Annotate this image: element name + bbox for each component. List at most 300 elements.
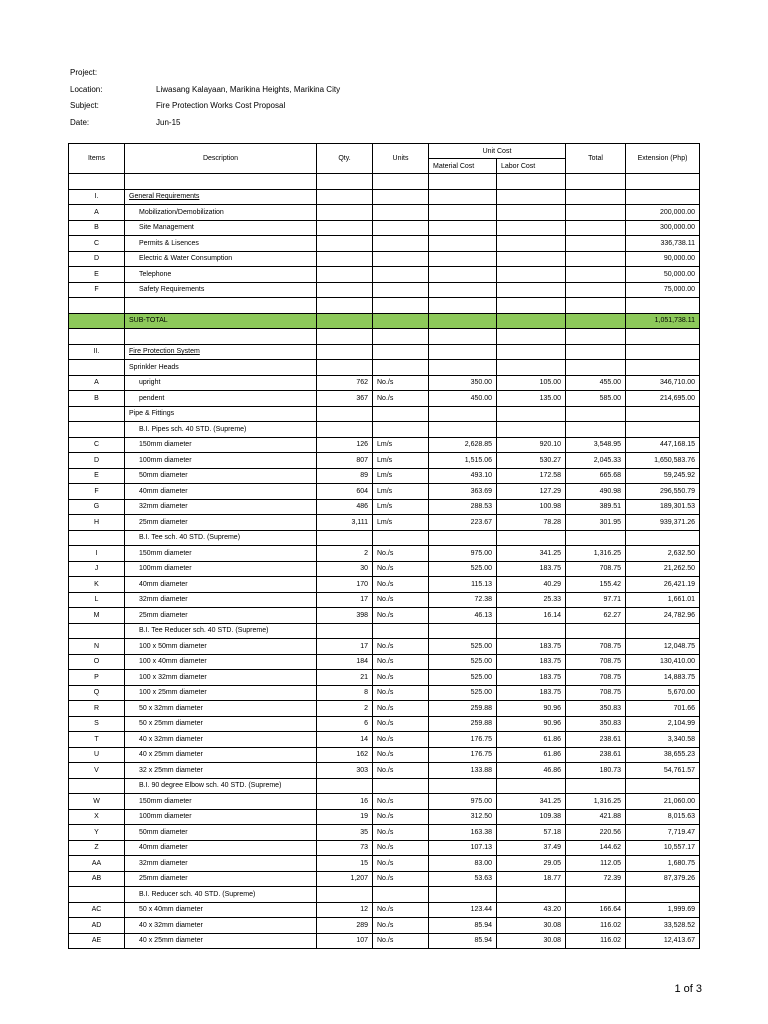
description-cell: 100 x 40mm diameter: [125, 654, 317, 670]
extension-cell: 346,710.00: [626, 375, 700, 391]
header-label: Date:: [70, 117, 90, 127]
units-cell: No./s: [373, 391, 429, 407]
item-cell: F: [69, 484, 125, 500]
description-cell: 25mm diameter: [125, 608, 317, 624]
description-cell: 50 x 25mm diameter: [125, 716, 317, 732]
labor-cost-cell: 183.75: [497, 561, 566, 577]
section-row: [69, 189, 700, 205]
item-cell: N: [69, 639, 125, 655]
table-row: [69, 267, 700, 283]
labor-cost-cell: 100.98: [497, 499, 566, 515]
description-cell: 100mm diameter: [125, 809, 317, 825]
extension-cell: 130,410.00: [626, 654, 700, 670]
item-cell: G: [69, 499, 125, 515]
material-cost-cell: [429, 329, 497, 345]
units-cell: No./s: [373, 561, 429, 577]
total-cell: 490.98: [566, 484, 626, 500]
units-cell: No./s: [373, 794, 429, 810]
qty-cell: [317, 530, 373, 546]
table-row: [69, 298, 700, 314]
item-cell: [69, 422, 125, 438]
units-cell: Lm/s: [373, 468, 429, 484]
total-cell: 97.71: [566, 592, 626, 608]
labor-cost-cell: 183.75: [497, 654, 566, 670]
table-row: [69, 282, 700, 298]
table-row: [69, 716, 700, 732]
extension-cell: 21,060.00: [626, 794, 700, 810]
table-row: [69, 732, 700, 748]
extension-cell: 336,738.11: [626, 236, 700, 252]
item-cell: J: [69, 561, 125, 577]
col-header-units: Units: [373, 144, 429, 174]
item-cell: AB: [69, 871, 125, 887]
units-cell: No./s: [373, 871, 429, 887]
units-cell: Lm/s: [373, 515, 429, 531]
description-cell: 25mm diameter: [125, 871, 317, 887]
material-cost-cell: 46.13: [429, 608, 497, 624]
description-cell: 150mm diameter: [125, 546, 317, 562]
section-row: [69, 344, 700, 360]
total-cell: [566, 267, 626, 283]
total-cell: 155.42: [566, 577, 626, 593]
description-cell: 40 x 32mm diameter: [125, 918, 317, 934]
description-cell: 150mm diameter: [125, 794, 317, 810]
qty-cell: 89: [317, 468, 373, 484]
labor-cost-cell: 30.08: [497, 933, 566, 949]
description-cell: 32 x 25mm diameter: [125, 763, 317, 779]
qty-cell: [317, 329, 373, 345]
units-cell: No./s: [373, 825, 429, 841]
material-cost-cell: [429, 623, 497, 639]
description-cell: Electric & Water Consumption: [125, 251, 317, 267]
material-cost-cell: 72.38: [429, 592, 497, 608]
qty-cell: 6: [317, 716, 373, 732]
labor-cost-cell: [497, 205, 566, 221]
header-value: Liwasang Kalayaan, Marikina Heights, Marikina City: [156, 84, 341, 94]
qty-cell: 21: [317, 670, 373, 686]
extension-cell: 26,421.19: [626, 577, 700, 593]
total-cell: 708.75: [566, 670, 626, 686]
qty-cell: [317, 313, 373, 329]
qty-cell: [317, 236, 373, 252]
extension-cell: 12,048.75: [626, 639, 700, 655]
table-row: [69, 887, 700, 903]
item-cell: X: [69, 809, 125, 825]
labor-cost-cell: [497, 422, 566, 438]
description-cell: 40 x 25mm diameter: [125, 747, 317, 763]
extension-cell: 10,557.17: [626, 840, 700, 856]
total-cell: [566, 530, 626, 546]
units-cell: No./s: [373, 716, 429, 732]
description-cell: B.I. Tee Reducer sch. 40 STD. (Supreme): [125, 623, 317, 639]
qty-cell: 762: [317, 375, 373, 391]
qty-cell: [317, 205, 373, 221]
item-cell: [69, 887, 125, 903]
item-cell: Q: [69, 685, 125, 701]
extension-cell: 214,695.00: [626, 391, 700, 407]
labor-cost-cell: 25.33: [497, 592, 566, 608]
units-cell: No./s: [373, 732, 429, 748]
labor-cost-cell: 341.25: [497, 546, 566, 562]
total-cell: [566, 887, 626, 903]
table-row: [69, 794, 700, 810]
item-cell: B: [69, 391, 125, 407]
cost-table: [68, 143, 700, 949]
labor-cost-cell: [497, 220, 566, 236]
material-cost-cell: [429, 360, 497, 376]
material-cost-cell: [429, 530, 497, 546]
extension-cell: [626, 887, 700, 903]
qty-cell: [317, 422, 373, 438]
total-cell: 112.05: [566, 856, 626, 872]
table-row: [69, 778, 700, 794]
material-cost-cell: 85.94: [429, 918, 497, 934]
table-row: [69, 933, 700, 949]
units-cell: No./s: [373, 592, 429, 608]
material-cost-cell: 176.75: [429, 747, 497, 763]
labor-cost-cell: [497, 313, 566, 329]
qty-cell: [317, 623, 373, 639]
header-row: [70, 85, 340, 102]
units-cell: [373, 344, 429, 360]
labor-cost-cell: 18.77: [497, 871, 566, 887]
material-cost-cell: 85.94: [429, 933, 497, 949]
total-cell: [566, 623, 626, 639]
header-row: [70, 118, 340, 135]
description-cell: 100 x 32mm diameter: [125, 670, 317, 686]
total-cell: [566, 406, 626, 422]
description-cell: 50mm diameter: [125, 825, 317, 841]
item-cell: AA: [69, 856, 125, 872]
qty-cell: 184: [317, 654, 373, 670]
qty-cell: 107: [317, 933, 373, 949]
item-cell: Z: [69, 840, 125, 856]
description-cell: Site Management: [125, 220, 317, 236]
units-cell: No./s: [373, 701, 429, 717]
labor-cost-cell: 78.28: [497, 515, 566, 531]
table-row: [69, 871, 700, 887]
material-cost-cell: 107.13: [429, 840, 497, 856]
description-cell: 25mm diameter: [125, 515, 317, 531]
labor-cost-cell: [497, 623, 566, 639]
table-row: [69, 902, 700, 918]
labor-cost-cell: 183.75: [497, 685, 566, 701]
qty-cell: [317, 298, 373, 314]
labor-cost-cell: [497, 360, 566, 376]
qty-cell: 19: [317, 809, 373, 825]
table-row: [69, 437, 700, 453]
labor-cost-cell: 530.27: [497, 453, 566, 469]
item-cell: II.: [69, 344, 125, 360]
total-cell: 62.27: [566, 608, 626, 624]
total-cell: 665.68: [566, 468, 626, 484]
units-cell: No./s: [373, 608, 429, 624]
table-row: [69, 251, 700, 267]
col-header-extension: Extension (Php): [626, 144, 700, 174]
table-row: [69, 205, 700, 221]
qty-cell: 17: [317, 592, 373, 608]
extension-cell: [626, 329, 700, 345]
extension-cell: 2,104.99: [626, 716, 700, 732]
extension-cell: 1,999.69: [626, 902, 700, 918]
item-cell: AD: [69, 918, 125, 934]
total-cell: 180.73: [566, 763, 626, 779]
units-cell: No./s: [373, 685, 429, 701]
total-cell: 1,316.25: [566, 546, 626, 562]
qty-cell: [317, 282, 373, 298]
item-cell: [69, 360, 125, 376]
item-cell: H: [69, 515, 125, 531]
table-row: [69, 391, 700, 407]
description-cell: Safety Requirements: [125, 282, 317, 298]
material-cost-cell: [429, 267, 497, 283]
item-cell: AC: [69, 902, 125, 918]
labor-cost-cell: 57.18: [497, 825, 566, 841]
item-cell: W: [69, 794, 125, 810]
extension-cell: [626, 174, 700, 190]
description-cell: pendent: [125, 391, 317, 407]
labor-cost-cell: 90.96: [497, 701, 566, 717]
qty-cell: 604: [317, 484, 373, 500]
labor-cost-cell: [497, 344, 566, 360]
units-cell: [373, 778, 429, 794]
units-cell: [373, 360, 429, 376]
total-cell: 220.56: [566, 825, 626, 841]
material-cost-cell: 83.00: [429, 856, 497, 872]
labor-cost-cell: 127.29: [497, 484, 566, 500]
item-cell: F: [69, 282, 125, 298]
qty-cell: [317, 360, 373, 376]
units-cell: [373, 406, 429, 422]
description-cell: 100mm diameter: [125, 453, 317, 469]
labor-cost-cell: [497, 406, 566, 422]
material-cost-cell: 363.69: [429, 484, 497, 500]
table-row: [69, 577, 700, 593]
labor-cost-cell: [497, 189, 566, 205]
units-cell: [373, 530, 429, 546]
total-cell: 708.75: [566, 639, 626, 655]
table-row: [69, 375, 700, 391]
labor-cost-cell: [497, 267, 566, 283]
extension-cell: 701.66: [626, 701, 700, 717]
qty-cell: [317, 344, 373, 360]
material-cost-cell: 288.53: [429, 499, 497, 515]
table-body: [69, 174, 700, 949]
units-cell: Lm/s: [373, 437, 429, 453]
material-cost-cell: 133.88: [429, 763, 497, 779]
units-cell: [373, 236, 429, 252]
extension-cell: [626, 623, 700, 639]
labor-cost-cell: [497, 887, 566, 903]
extension-cell: 33,528.52: [626, 918, 700, 934]
material-cost-cell: [429, 422, 497, 438]
description-cell: B.I. 90 degree Elbow sch. 40 STD. (Supreme): [125, 778, 317, 794]
units-cell: Lm/s: [373, 453, 429, 469]
material-cost-cell: 115.13: [429, 577, 497, 593]
item-cell: [69, 406, 125, 422]
labor-cost-cell: 183.75: [497, 639, 566, 655]
extension-cell: 1,661.01: [626, 592, 700, 608]
labor-cost-cell: 920.10: [497, 437, 566, 453]
table-row: [69, 856, 700, 872]
material-cost-cell: [429, 406, 497, 422]
col-header-unit-cost: Unit Cost: [429, 144, 566, 159]
labor-cost-cell: [497, 282, 566, 298]
units-cell: No./s: [373, 747, 429, 763]
item-cell: I: [69, 546, 125, 562]
col-header-total: Total: [566, 144, 626, 174]
labor-cost-cell: 29.05: [497, 856, 566, 872]
item-cell: V: [69, 763, 125, 779]
item-cell: P: [69, 670, 125, 686]
total-cell: [566, 236, 626, 252]
total-cell: 3,548.95: [566, 437, 626, 453]
item-cell: E: [69, 468, 125, 484]
extension-cell: 14,883.75: [626, 670, 700, 686]
item-cell: M: [69, 608, 125, 624]
labor-cost-cell: [497, 174, 566, 190]
qty-cell: 16: [317, 794, 373, 810]
description-cell: 32mm diameter: [125, 592, 317, 608]
material-cost-cell: 259.88: [429, 716, 497, 732]
total-cell: [566, 778, 626, 794]
extension-cell: [626, 422, 700, 438]
total-cell: 116.02: [566, 918, 626, 934]
total-cell: 72.39: [566, 871, 626, 887]
qty-cell: 2: [317, 701, 373, 717]
total-cell: 350.83: [566, 701, 626, 717]
material-cost-cell: [429, 236, 497, 252]
description-cell: General Requirements: [125, 189, 317, 205]
labor-cost-cell: [497, 530, 566, 546]
header-value: Fire Protection Works Cost Proposal: [156, 101, 286, 110]
total-cell: [566, 251, 626, 267]
description-cell: 50 x 32mm diameter: [125, 701, 317, 717]
qty-cell: [317, 778, 373, 794]
qty-cell: 289: [317, 918, 373, 934]
extension-cell: 1,051,738.11: [626, 313, 700, 329]
description-cell: 40 x 25mm diameter: [125, 933, 317, 949]
header-label: Subject:: [70, 101, 99, 110]
table-row: [69, 825, 700, 841]
material-cost-cell: [429, 313, 497, 329]
col-header-description: Description: [125, 144, 317, 174]
total-cell: 301.95: [566, 515, 626, 531]
description-cell: Sprinkler Heads: [125, 360, 317, 376]
table-row: [69, 840, 700, 856]
description-cell: 40mm diameter: [125, 484, 317, 500]
qty-cell: 14: [317, 732, 373, 748]
material-cost-cell: 975.00: [429, 794, 497, 810]
material-cost-cell: [429, 887, 497, 903]
table-row: [69, 515, 700, 531]
extension-cell: 90,000.00: [626, 251, 700, 267]
item-cell: [69, 174, 125, 190]
table-row: [69, 236, 700, 252]
table-row: [69, 360, 700, 376]
table-row: [69, 546, 700, 562]
description-cell: Permits & Lisences: [125, 236, 317, 252]
extension-cell: [626, 530, 700, 546]
labor-cost-cell: 90.96: [497, 716, 566, 732]
table-row: [69, 763, 700, 779]
total-cell: [566, 174, 626, 190]
qty-cell: [317, 251, 373, 267]
total-cell: 238.61: [566, 747, 626, 763]
material-cost-cell: [429, 251, 497, 267]
qty-cell: 162: [317, 747, 373, 763]
units-cell: [373, 251, 429, 267]
item-cell: Y: [69, 825, 125, 841]
units-cell: [373, 329, 429, 345]
extension-cell: 200,000.00: [626, 205, 700, 221]
table-row: [69, 608, 700, 624]
qty-cell: 126: [317, 437, 373, 453]
units-cell: Lm/s: [373, 484, 429, 500]
total-cell: 238.61: [566, 732, 626, 748]
description-cell: [125, 298, 317, 314]
table-row: [69, 484, 700, 500]
labor-cost-cell: 16.14: [497, 608, 566, 624]
total-cell: 708.75: [566, 654, 626, 670]
table-row: [69, 468, 700, 484]
subtotal-row: [69, 313, 700, 329]
total-cell: 2,045.33: [566, 453, 626, 469]
header-row: [70, 101, 340, 118]
item-cell: U: [69, 747, 125, 763]
description-cell: SUB-TOTAL: [125, 313, 317, 329]
material-cost-cell: 163.38: [429, 825, 497, 841]
extension-cell: 50,000.00: [626, 267, 700, 283]
qty-cell: 398: [317, 608, 373, 624]
extension-cell: 7,719.47: [626, 825, 700, 841]
total-cell: [566, 344, 626, 360]
units-cell: No./s: [373, 902, 429, 918]
labor-cost-cell: 30.08: [497, 918, 566, 934]
extension-cell: 75,000.00: [626, 282, 700, 298]
extension-cell: 296,550.79: [626, 484, 700, 500]
table-row: [69, 670, 700, 686]
table-row: [69, 174, 700, 190]
table-row: [69, 623, 700, 639]
description-cell: 50mm diameter: [125, 468, 317, 484]
labor-cost-cell: [497, 251, 566, 267]
total-cell: 1,316.25: [566, 794, 626, 810]
qty-cell: 8: [317, 685, 373, 701]
item-cell: S: [69, 716, 125, 732]
extension-cell: [626, 344, 700, 360]
table-row: [69, 592, 700, 608]
units-cell: [373, 422, 429, 438]
labor-cost-cell: 43.20: [497, 902, 566, 918]
total-cell: [566, 220, 626, 236]
total-cell: 421.88: [566, 809, 626, 825]
total-cell: [566, 313, 626, 329]
qty-cell: [317, 174, 373, 190]
description-cell: Fire Protection System: [125, 344, 317, 360]
extension-cell: 8,015.63: [626, 809, 700, 825]
extension-cell: 2,632.50: [626, 546, 700, 562]
labor-cost-cell: 183.75: [497, 670, 566, 686]
table-row: [69, 220, 700, 236]
units-cell: No./s: [373, 763, 429, 779]
description-cell: 100 x 25mm diameter: [125, 685, 317, 701]
table-row: [69, 561, 700, 577]
qty-cell: 2: [317, 546, 373, 562]
units-cell: No./s: [373, 639, 429, 655]
labor-cost-cell: 105.00: [497, 375, 566, 391]
extension-cell: 59,245.92: [626, 468, 700, 484]
